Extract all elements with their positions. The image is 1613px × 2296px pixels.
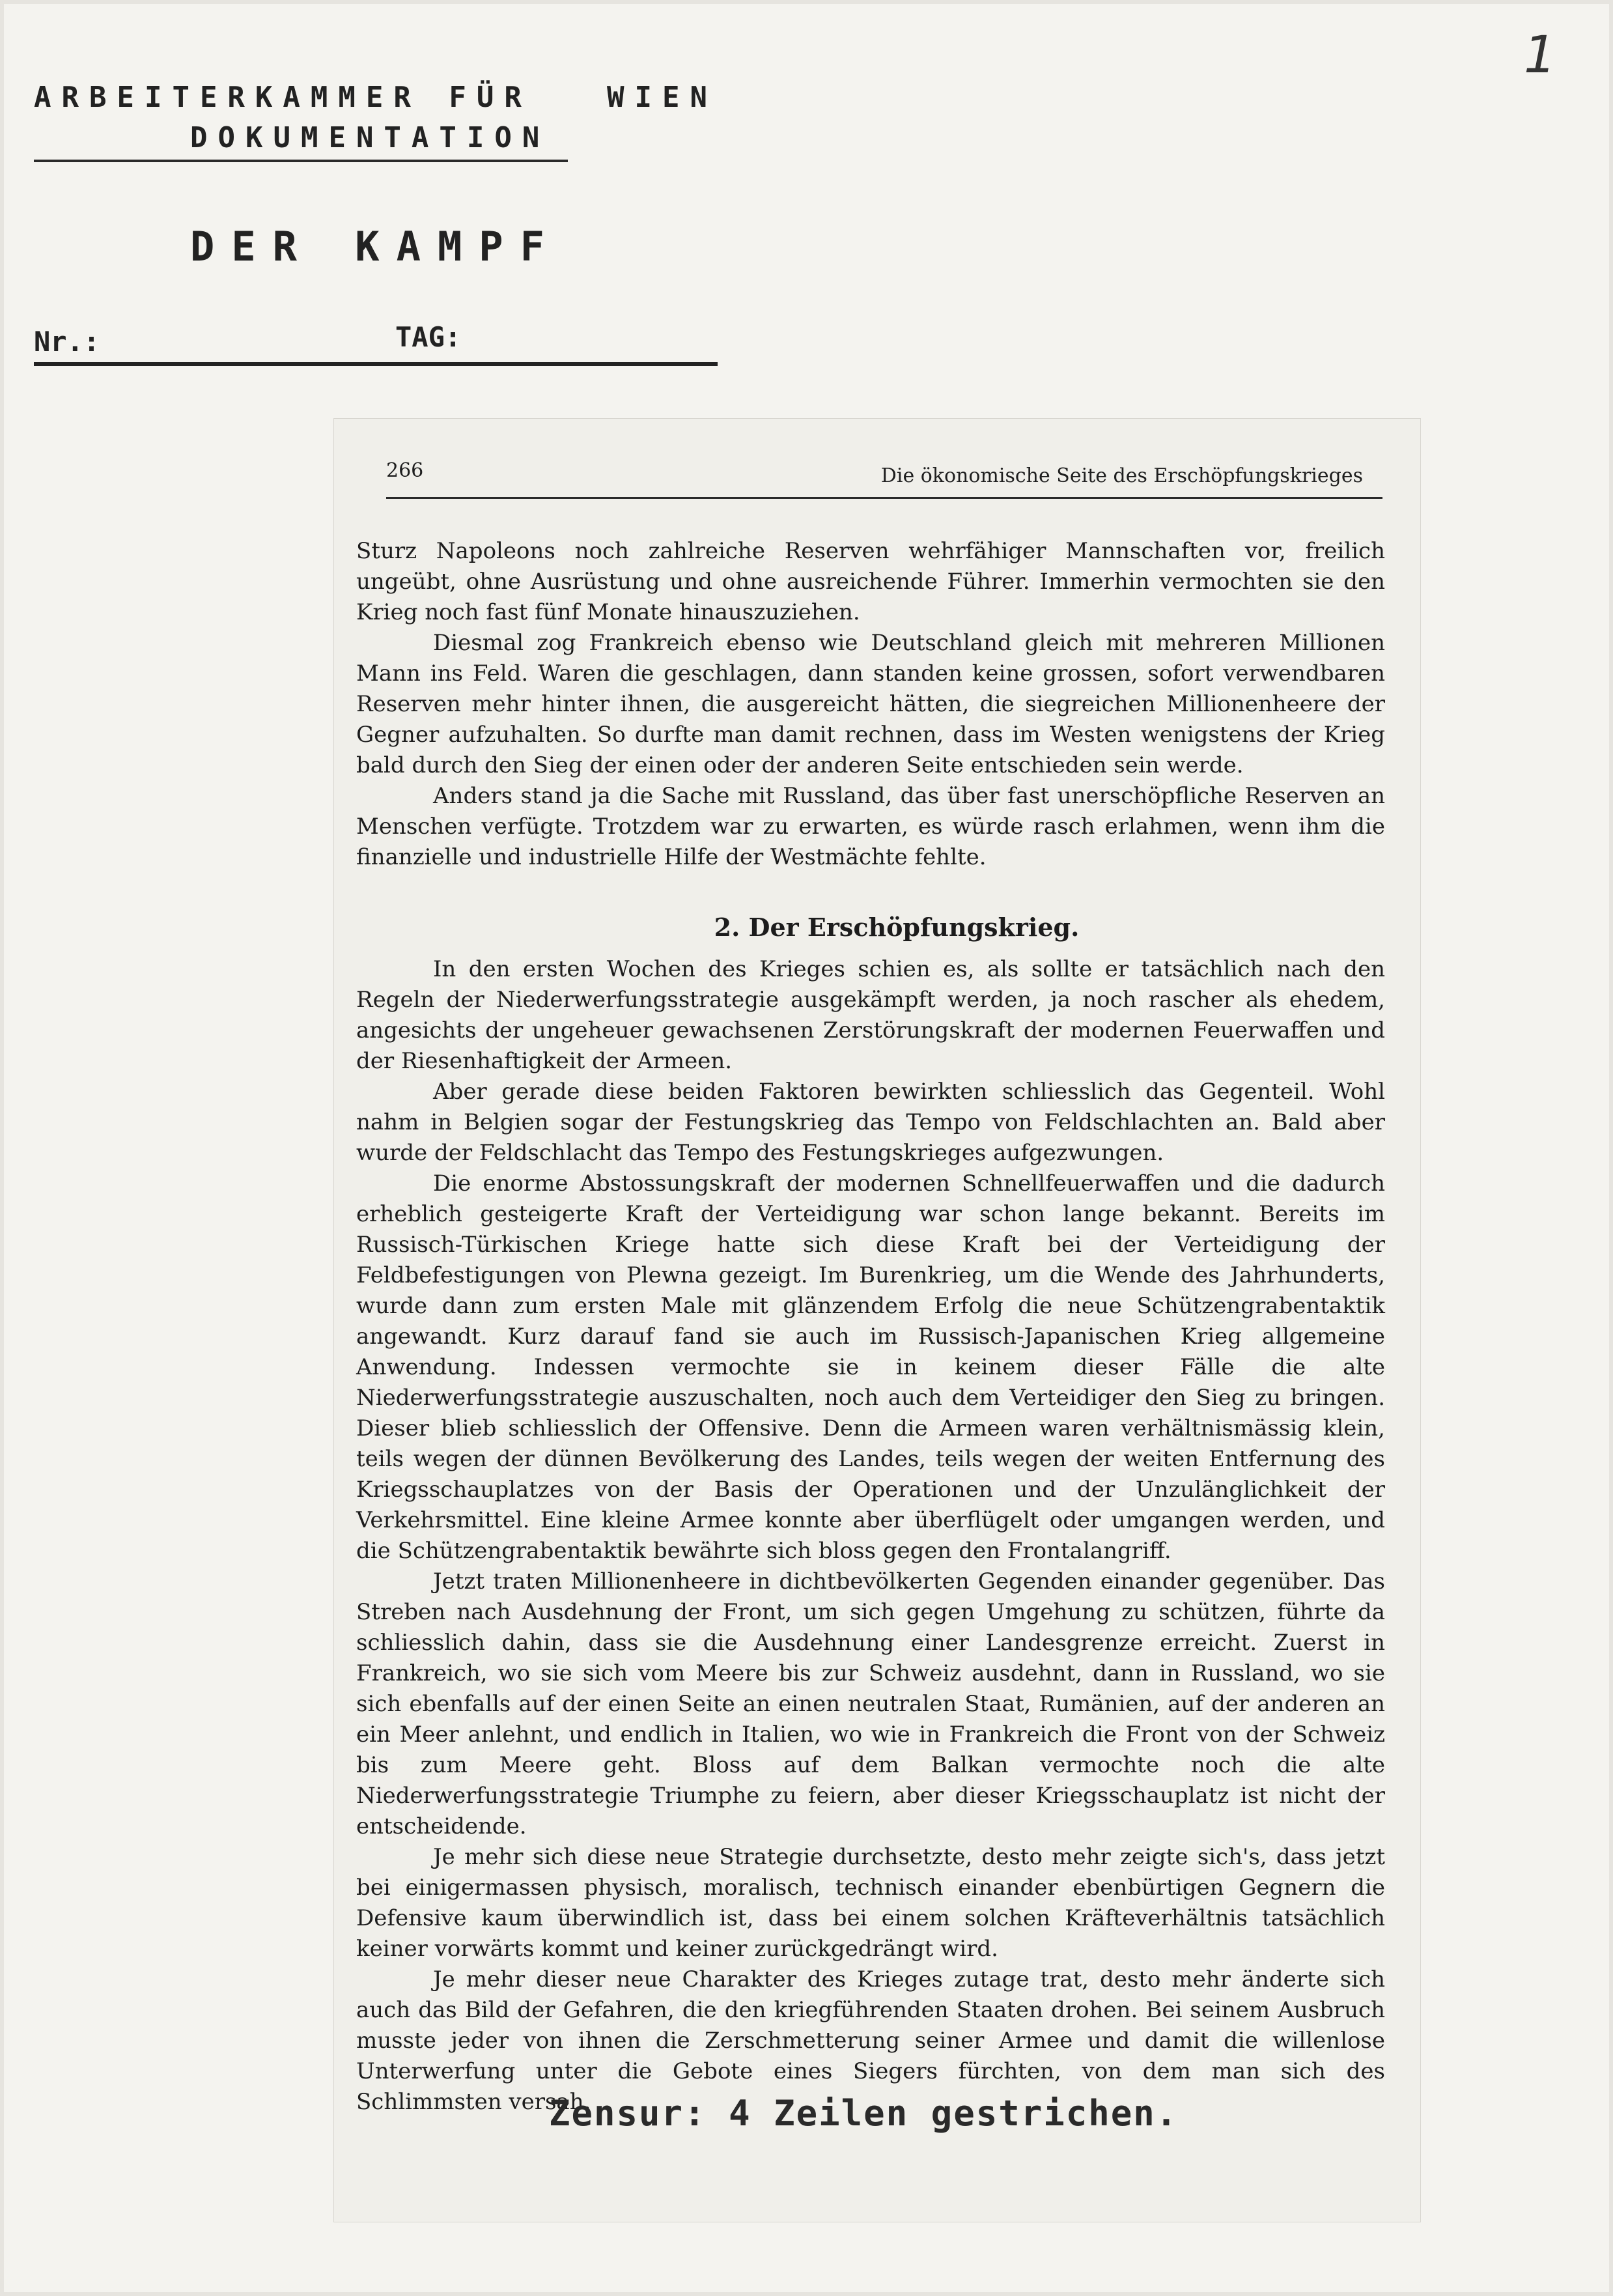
header-rule [386, 497, 1382, 499]
paragraph: Die enorme Abstossungskraft der modernen Schnellfeuerwaffen und die dadurch erheblich gesteigerte Kraft der Verteidigung war schon lange bekannt. Bereits im Russisch-Türkischen Kriege hatte sich diese Kraft bei der Verteidigung der Feldbefestigungen von Plewna gezeigt. Im Burenkrieg, um die Wende des Jahrhunderts, wurde dann zum ersten Male mit glänzendem Erfolg die neue Schützengrabentaktik angewandt. Kurz darauf fand sie auch im Russisch-Japanischen Krieg allgemeine Anwendung. Indessen vermochte sie in keinem dieser Fälle die alte Niederwerfungsstrategie auszuschalten, noch auch dem Verteidiger den Sieg zu bringen. Dieser blieb schliesslich der Offensive. Denn die Armeen waren verhältnismässig klein, teils wegen der dünnen Bevölkerung des Landes, teils wegen der weiten Entfernung des Kriegsschauplatzes von der Basis der Operationen und der Unzulänglichkeit der Verkehrsmittel. Eine kleine Armee konnte aber überflügelt oder umgangen werden, und die Schützengrabentaktik bewährte sich bloss gegen den Frontalangriff. [356, 1170, 1385, 1564]
stamp-institution-text: ARBEITERKAMMER FÜR [34, 81, 532, 114]
stamp-publication-title: DER KAMPF [190, 223, 561, 270]
stamp-department: DOKUMENTATION [190, 121, 550, 154]
paragraph: Jetzt traten Millionenheere in dichtbevölkerten Gegenden einander gegenüber. Das Streben nach Ausdehnung der Front, um sich gegen Umgehung zu schützen, führte da schliesslich dahin, dass sie die Ausdehnung einer Landesgrenze erreicht. Zuerst in Frankreich, wo sie sich vom Meere bis zur Schweiz ausdehnt, dann in Russland, wo sie sich ebenfalls auf der einen Seite an einen neutralen Staat, Rumänien, auf der anderen an ein Meer anlehnt, und endlich in Italien, wo wie in Frankreich die Front von der Schweiz bis zum Meere geht. Bloss auf dem Balkan vermochte noch die alte Niederwerfungsstrategie Triumphe zu feiern, aber dieser Kriegsschauplatz ist nicht der entscheidende. [356, 1568, 1385, 1839]
censorship-stamp: Zensur: 4 Zeilen gestrichen. [549, 2093, 1179, 2134]
paragraph: Anders stand ja die Sache mit Russland, das über fast unerschöpfliche Reserven an Menschen verfügte. Trotzdem war zu erwarten, es würde rasch erlahmen, wenn ihm die finanzielle und industrielle Hilfe der Westmächte fehlte. [356, 783, 1385, 870]
paragraph: In den ersten Wochen des Krieges schien es, als sollte er tatsächlich nach den Regeln der Niederwerfungsstrategie ausgekämpft werden, ja noch rascher als ehedem, angesichts der ungeheuer gewachsenen Zerstörungskraft der modernen Feuerwaffen und der Riesenhaftigkeit der Armeen. [356, 956, 1385, 1074]
paragraph: Aber gerade diese beiden Faktoren bewirkten schliesslich das Gegenteil. Wohl nahm in Belgien sogar der Festungskrieg das Tempo von Feldschlachten an. Bald aber wurde der Feldschlacht das Tempo des Festungskrieges aufgezwungen. [356, 1079, 1385, 1166]
article-body [356, 536, 1385, 2118]
newspaper-clipping [333, 418, 1421, 2222]
clipping-page-number: 266 [386, 459, 424, 482]
stamp-institution-city: WIEN [607, 81, 718, 114]
paragraph: Diesmal zog Frankreich ebenso wie Deutschland gleich mit mehreren Millionen Mann ins Feld. Waren die geschlagen, dann standen keine grossen, sofort verwendbaren Reserven mehr hinter ihnen, die ausgereicht hätten, die siegreichen Millionenheere der Gegner aufzuhalten. So durfte man damit rechnen, dass im Westen wenigstens der Krieg bald durch den Sieg der einen oder der anderen Seite entschieden sein werde. [356, 630, 1385, 778]
handwritten-page-number: 1 [1524, 26, 1556, 85]
stamp-divider-top [34, 160, 568, 162]
stamp-nr-label: Nr.: [34, 326, 100, 358]
stamp-tag-label: TAG: [395, 321, 462, 353]
paragraph: Sturz Napoleons noch zahlreiche Reserven wehrfähiger Mannschaften vor, freilich ungeübt, ohne Ausrüstung und ohne ausreichende Führer. Immerhin vermochten sie den Krieg noch fast fünf Monate hinauszuziehen. [356, 538, 1385, 625]
paragraph: Je mehr dieser neue Charakter des Krieges zutage trat, desto mehr änderte sich auch das Bild der Gefahren, die den kriegführenden Staaten drohen. Bei seinem Ausbruch musste jeder von ihnen die Zerschmetterung seiner Armee und damit die willenlose Unterwerfung unter die Gebote eines Siegers fürchten, von dem man sich des Schlimmsten versah. [356, 1966, 1385, 2115]
running-title: Die ökonomische Seite des Erschöpfungskrieges [880, 464, 1363, 487]
section-heading: 2. Der Erschöpfungskrieg. [714, 913, 1080, 942]
paragraph: Je mehr sich diese neue Strategie durchsetzte, desto mehr zeigte sich's, dass jetzt bei einigermassen physisch, moralisch, technisch einander ebenbürtigen Gegnern die Defensive kaum überwindlich ist, dass bei einem solchen Kräfteverhältnis tatsächlich keiner vorwärts kommt und keiner zurückgedrängt wird. [356, 1844, 1385, 1962]
stamp-institution-line [34, 81, 718, 114]
stamp-divider-bottom [34, 362, 718, 366]
